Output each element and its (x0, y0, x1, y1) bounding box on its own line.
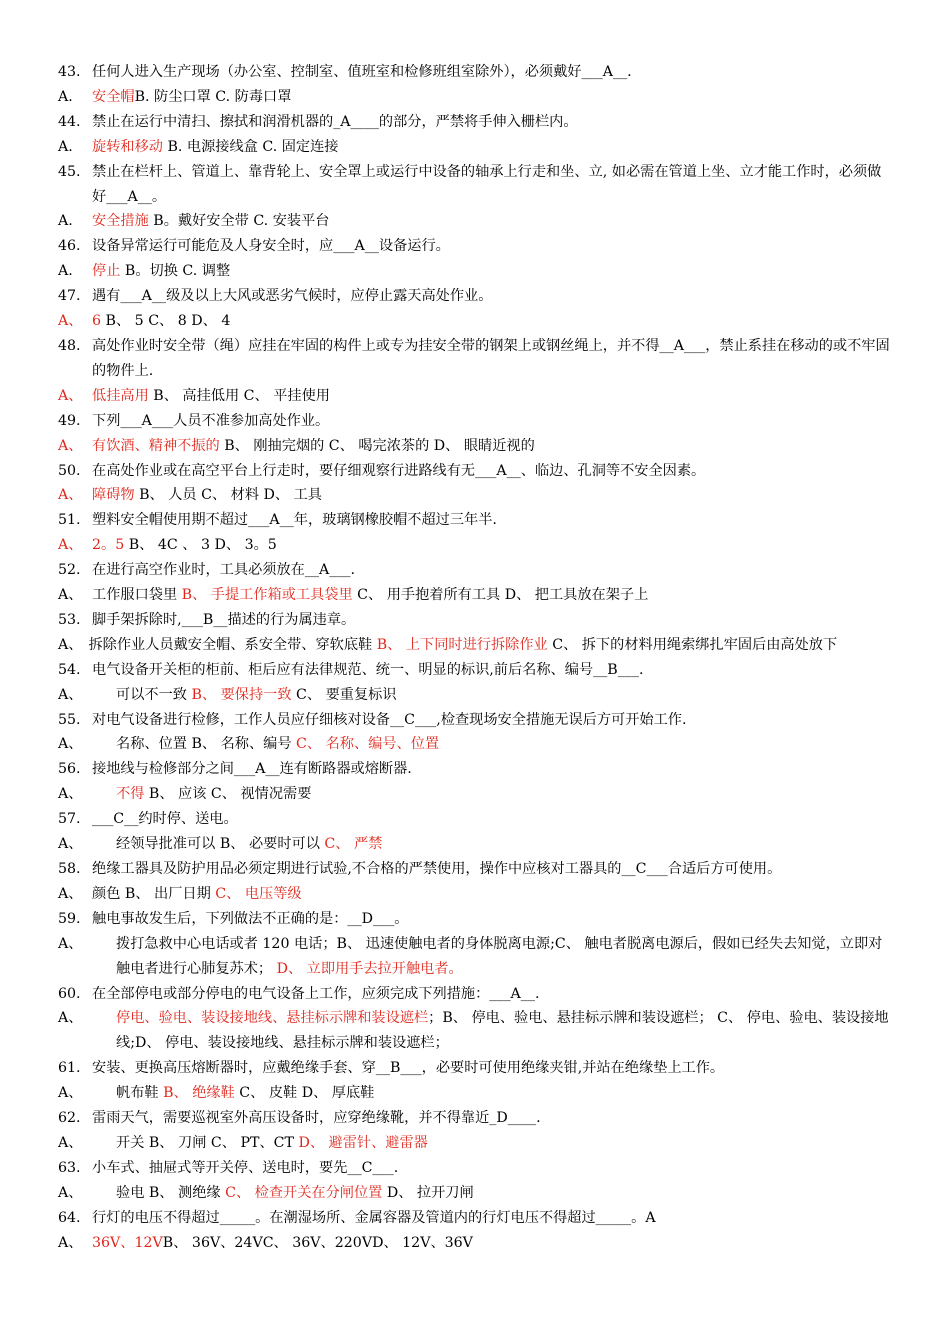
answer-label: A、 (58, 1010, 83, 1027)
question-text: ___C__约时停、送电。 (92, 811, 238, 828)
question-text: 雷雨天气，需要巡视室外高压设备时，应穿绝缘靴，并不得靠近_D____. (92, 1110, 541, 1127)
question-number: 60. (58, 985, 81, 1002)
correct-answer: B、 上下同时进行拆除作业 (376, 636, 548, 653)
question-number: 50. (58, 462, 81, 479)
question-text: 下列___A___人员不准参加高处作业。 (92, 412, 330, 429)
answer-option: 工作服口袋里 (92, 587, 182, 604)
question-text: 禁止在运行中清扫、擦拭和润滑机器的_A____的部分，严禁将手伸入栅栏内。 (92, 113, 578, 130)
question (58, 110, 894, 135)
question-number: 58. (58, 861, 81, 877)
answer-line (58, 683, 894, 708)
answer-label: A. (58, 213, 73, 230)
correct-answer: 不得 (116, 786, 145, 803)
correct-answer: C、 电压等级 (215, 885, 302, 902)
answer-option: B. 防尘口罩 C. 防毒口罩 (134, 88, 292, 105)
question-text: 触电事故发生后，下列做法不正确的是：__D___。 (92, 910, 409, 927)
question-text: 绝缘工器具及防护用品必须定期进行试验,不合格的严禁使用，操作中应核对工器具的__C___合适后方可使用。 (92, 861, 782, 877)
correct-answer: 障碍物 (92, 487, 135, 504)
question-text: 电气设备开关柜的柜前、柜后应有法律规范、统一、明显的标识,前后名称、编号__B___. (92, 661, 644, 678)
answer-line (58, 309, 894, 334)
question (58, 608, 894, 633)
answer-line (58, 434, 894, 459)
answer-label: A、 (58, 313, 83, 330)
answer-option: B、 4C 、 3 D、 3。5 (124, 537, 277, 554)
answer-label: A、 (58, 935, 83, 952)
question-number: 43. (58, 64, 81, 80)
answer-option: B、 人员 C、 材料 D、 工具 (134, 487, 322, 504)
answer-option: B。切换 C. 调整 (120, 263, 231, 280)
answer-label: A、 (58, 387, 83, 404)
correct-answer: 安全措施 (92, 213, 149, 230)
answer-line (58, 1006, 894, 1056)
question-number: 59. (58, 910, 81, 927)
correct-answer: C、 严禁 (324, 836, 383, 853)
question-text: 高处作业时安全带（绳）应挂在牢固的构件上或专为挂安全带的钢架上或钢丝绳上，并不得__A___，禁止系挂在移动的或不牢固的物件上. (92, 337, 890, 379)
answer-label: A、 (58, 836, 83, 853)
correct-answer: D、 立即用手去拉开触电者。 (276, 960, 463, 977)
answer-line (58, 1081, 894, 1106)
question-text: 脚手架拆除时,___B__描述的行为属违章。 (92, 611, 356, 628)
question (58, 1106, 894, 1131)
answer-label: A、 (58, 686, 83, 703)
question-text: 禁止在栏杆上、管道上、靠背轮上、安全罩上或运行中设备的轴承上行走和坐、立, 如必需在管道上坐、立才能工作时，必须做好___A__。 (92, 163, 882, 205)
answer-label: A、 (58, 587, 83, 604)
answer-label: A、 (58, 1134, 83, 1151)
answer-option: B、 5 C、 8 D、 4 (101, 313, 231, 330)
answer-line (58, 1181, 894, 1206)
answer-option: B、 刚抽完烟的 C、 喝完浓茶的 D、 眼睛近视的 (219, 437, 535, 454)
answer-line (58, 1231, 894, 1256)
question-number: 45. (58, 163, 81, 180)
answer-option: ；B、 停电、验电、悬挂标示牌和装设遮栏； C、 停电、验电、装设接地线;D、 停电、装设接地线、悬挂标示牌和装设遮栏； (116, 1010, 889, 1052)
answer-option: 颜色 B、 出厂日期 (92, 885, 216, 902)
answer-line (58, 533, 894, 558)
question-number: 54. (58, 661, 81, 678)
question-text: 遇有___A__级及以上大风或恶劣气候时，应停止露天高处作业。 (92, 288, 493, 305)
answer-line (58, 832, 894, 857)
answer-option: 拨打急救中心电话或者 120 电话；B、 迅速使触电者的身体脱离电源;C、 触电者脱离电源后，假如已经失去知觉，立即对触电者进行心肺复苏术； (116, 935, 883, 977)
answer-option: B、 高挂低用 C、 平挂使用 (148, 387, 330, 404)
answer-option: 经领导批准可以 B、 必要时可以 (116, 836, 325, 853)
answer-line (58, 85, 894, 110)
correct-answer: 停电、验电、装设接地线、悬挂标示牌和装设遮栏 (116, 1010, 429, 1027)
question-number: 47. (58, 288, 81, 305)
question-text: 行灯的电压不得超过_____。在潮湿场所、金属容器及管道内的行灯电压不得超过_____。A (92, 1209, 656, 1226)
question (58, 508, 894, 533)
question (58, 1156, 894, 1181)
question-number: 48. (58, 337, 81, 354)
question-text: 任何人进入生产现场（办公室、控制室、值班室和检修班组室除外），必须戴好___A__. (92, 64, 632, 80)
correct-answer: 有饮酒、精神不振的 (92, 437, 220, 454)
question-text: 安装、更换高压熔断器时，应戴绝缘手套、穿__B___，必要时可使用绝缘夹钳,并站在绝缘垫上工作。 (92, 1060, 725, 1077)
answer-option: C、 要重复标识 (291, 686, 397, 703)
correct-answer: B、 要保持一致 (191, 686, 292, 703)
answer-label: A、 (58, 736, 83, 753)
answer-option: 名称、位置 B、 名称、编号 (116, 736, 297, 753)
answer-label: A. (58, 88, 73, 105)
answer-line (58, 384, 894, 409)
correct-answer: 2。5 (92, 537, 125, 554)
answer-label: A、 (58, 1085, 83, 1102)
answer-line (58, 882, 894, 907)
answer-option: C、 皮鞋 D、 厚底鞋 (234, 1085, 375, 1102)
correct-answer: 36V、12V (92, 1234, 163, 1251)
answer-option: 可以不一致 (116, 686, 192, 703)
answer-option: B。戴好安全带 C. 安装平台 (148, 213, 330, 230)
question (58, 1056, 894, 1081)
question (58, 982, 894, 1007)
answer-line (58, 932, 894, 982)
question-number: 44. (58, 113, 81, 130)
question-text: 塑料安全帽使用期不超过___A__年，玻璃钢橡胶帽不超过三年半. (92, 512, 497, 529)
answer-label: A、 (58, 636, 83, 653)
answer-line (58, 782, 894, 807)
answer-option: B. 电源接线盒 C. 固定连接 (162, 138, 339, 155)
question (58, 757, 894, 782)
answer-label: A、 (58, 537, 83, 554)
answer-label: A、 (58, 1234, 83, 1251)
answer-line (58, 1131, 894, 1156)
answer-line (58, 732, 894, 757)
question-text: 接地线与检修部分之间___A__连有断路器或熔断器. (92, 761, 412, 778)
answer-label: A、 (58, 487, 83, 504)
correct-answer: 安全帽 (92, 88, 135, 105)
answer-label: A、 (58, 885, 83, 902)
question-text: 对电气设备进行检修，工作人员应仔细核对设备__C___,检查现场安全措施无误后方可开始工作. (92, 711, 687, 728)
correct-answer: 停止 (92, 263, 121, 280)
answer-option: 拆除作业人员戴安全帽、系安全带、穿软底鞋 (88, 636, 377, 653)
answer-line (58, 483, 894, 508)
question-number: 63. (58, 1159, 81, 1176)
answer-line (58, 135, 894, 160)
answer-label: A、 (58, 786, 83, 803)
question (58, 409, 894, 434)
answer-option: 开关 B、 刀闸 C、 PT、CT (116, 1134, 299, 1151)
answer-line (58, 633, 894, 658)
answer-label: A、 (58, 437, 83, 454)
answer-line (58, 209, 894, 234)
correct-answer: C、 名称、编号、位置 (296, 736, 440, 753)
correct-answer: 6 (92, 313, 102, 330)
answer-option: C、 用手抱着所有工具 D、 把工具放在架子上 (352, 587, 649, 604)
question (58, 807, 894, 832)
question (58, 857, 894, 882)
question (58, 1206, 894, 1231)
correct-answer: 低挂高用 (92, 387, 149, 404)
correct-answer: B、 绝缘鞋 (163, 1085, 235, 1102)
answer-label: A、 (58, 1184, 83, 1201)
question (58, 284, 894, 309)
answer-option: C、 拆下的材料用绳索绑扎牢固后由高处放下 (547, 636, 838, 653)
answer-line (58, 583, 894, 608)
question (58, 658, 894, 683)
answer-option: B、 应该 C、 视情况需要 (144, 786, 312, 803)
question-number: 53. (58, 611, 81, 628)
question (58, 708, 894, 733)
question-text: 小车式、抽屉式等开关停、送电时，要先__C___. (92, 1159, 399, 1176)
answer-label: A. (58, 263, 73, 280)
correct-answer: D、 避雷针、避雷器 (298, 1134, 428, 1151)
answer-option: 帆布鞋 (116, 1085, 164, 1102)
question-number: 51. (58, 512, 81, 529)
question-number: 49. (58, 412, 81, 429)
question-text: 在全部停电或部分停电的电气设备上工作，应须完成下列措施：___A__. (92, 985, 540, 1002)
question (58, 334, 894, 384)
question-number: 64. (58, 1209, 81, 1226)
question (58, 907, 894, 932)
question-number: 61. (58, 1060, 81, 1077)
question (58, 160, 894, 210)
answer-option: B、 36V、24VC、 36V、220VD、 12V、36V (162, 1234, 473, 1251)
correct-answer: B、 手提工作箱或工具袋里 (181, 587, 353, 604)
document-body (58, 60, 894, 1256)
answer-option: D、 拉开刀闸 (382, 1184, 474, 1201)
question-number: 55. (58, 711, 81, 728)
question (58, 558, 894, 583)
question (58, 459, 894, 484)
question-number: 56. (58, 761, 81, 778)
question-number: 52. (58, 562, 81, 579)
question-text: 设备异常运行可能危及人身安全时，应___A__设备运行。 (92, 238, 450, 255)
question (58, 60, 894, 85)
answer-option: 验电 B、 测绝缘 (116, 1184, 226, 1201)
question (58, 234, 894, 259)
question-number: 46. (58, 238, 81, 255)
question-number: 62. (58, 1110, 81, 1127)
correct-answer: C、 检查开关在分闸位置 (225, 1184, 383, 1201)
answer-label: A. (58, 138, 73, 155)
answer-line (58, 259, 894, 284)
question-number: 57. (58, 811, 81, 828)
correct-answer: 旋转和移动 (92, 138, 163, 155)
question-text: 在高处作业或在高空平台上行走时，要仔细观察行进路线有无___A__、临边、孔洞等不安全因素。 (92, 462, 706, 479)
question-text: 在进行高空作业时，工具必须放在__A___. (92, 562, 356, 579)
